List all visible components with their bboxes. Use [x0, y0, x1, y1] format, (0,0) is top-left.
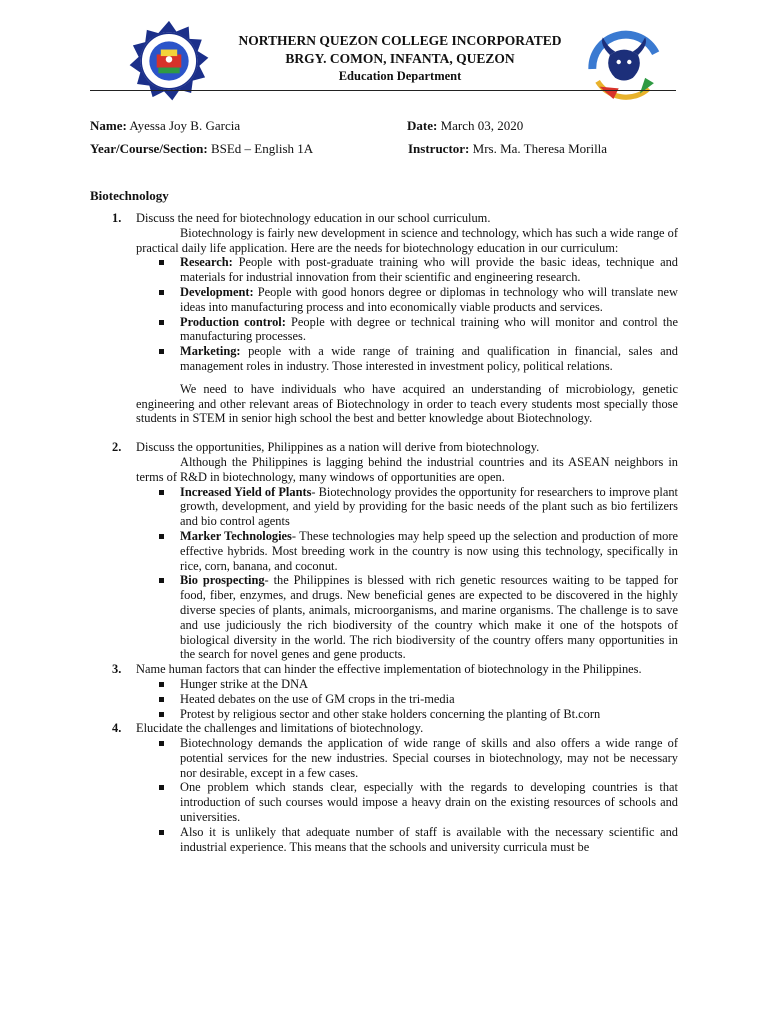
bullet-term: Research:	[180, 255, 233, 270]
bullet-term: Bio prospecting	[180, 573, 265, 588]
question-text: Elucidate the challenges and limitations of biotechnology.	[136, 721, 424, 736]
department-name: Education Department	[338, 69, 462, 83]
instructor	[408, 141, 607, 157]
section-title: Biotechnology	[90, 188, 169, 203]
student-name	[90, 118, 240, 134]
bullet-text: - Biotechnology provides the opportunity for researchers to improve plant growth, development, and yield by providing for the basic needs of the plant such as bio fertilizers and bio control agents	[180, 484, 678, 529]
list-item	[136, 692, 678, 707]
bullet-square-icon	[159, 320, 164, 325]
date-label: Date:	[407, 118, 438, 133]
college-name: NORTHERN QUEZON COLLEGE INCORPORATED	[238, 33, 562, 48]
document-body	[90, 211, 678, 854]
name-value: Ayessa Joy B. Garcia	[129, 118, 241, 133]
list-item	[136, 780, 678, 824]
bullet-square-icon	[159, 349, 164, 354]
list-item	[136, 825, 678, 855]
bullet-text: - These technologies may help speed up the selection and production of more effective hybrids. Most breeding work in the country is now using this technology, specifically in rice, corn, banana, and coconut.	[180, 528, 678, 573]
question-4	[90, 721, 678, 854]
course-label: Year/Course/Section:	[90, 141, 208, 156]
bullet-square-icon	[159, 830, 164, 835]
bullet-text: Hunger strike at the DNA	[180, 676, 309, 691]
course-value: BSEd – English 1A	[210, 141, 314, 156]
bullet-square-icon	[159, 712, 164, 717]
bullet-text: Heated debates on the use of GM crops in the tri-media	[180, 691, 455, 706]
list-item	[136, 573, 678, 662]
bullet-list	[136, 485, 678, 663]
list-item	[136, 736, 678, 780]
question-3	[90, 662, 678, 721]
bullet-text: Protest by religious sector and other stake holders concerning the planting of Bt.corn	[180, 706, 601, 721]
bullet-square-icon	[159, 260, 164, 265]
question-text: Discuss the need for biotechnology education in our school curriculum.	[136, 211, 491, 225]
bullet-square-icon	[159, 741, 164, 746]
bullet-square-icon	[159, 490, 164, 495]
date-value: March 03, 2020	[440, 118, 524, 133]
question-number: 2.	[112, 440, 122, 455]
list-item	[136, 255, 678, 285]
bullet-square-icon	[159, 785, 164, 790]
question-text: Name human factors that can hinder the effective implementation of biotechnology in the Philippines.	[136, 662, 642, 677]
question-closing: We need to have individuals who have acquired an understanding of microbiology, genetic engineering and other relevant areas of Biotechnology in order to teach every students most specially those students in STEM in senior high school the best and better knowledge about Biotechnology.	[136, 381, 678, 426]
bullet-square-icon	[159, 697, 164, 702]
bullet-text: Also it is unlikely that adequate number of staff is available with the necessary scientific and industrial experience. This means that the schools and university curricula must be	[180, 824, 678, 854]
question-text: Discuss the opportunities, Philippines as a nation will derive from biotechnology.	[136, 440, 540, 455]
bullet-term: Production control:	[180, 314, 286, 329]
list-item	[136, 707, 678, 722]
bullet-list	[136, 255, 678, 373]
bullet-list	[136, 736, 678, 854]
bullet-text: people with a wide range of training and qualification in financial, sales and management roles in industry. Those interested in investment policy, political relations.	[180, 344, 678, 373]
submission-date	[407, 118, 523, 134]
bullet-square-icon	[159, 682, 164, 687]
list-item	[136, 529, 678, 573]
question-intro: Biotechnology is fairly new development in science and technology, which has such a wide range of practical daily life application. Here are the needs for biotechnology education in our curriculum:	[136, 225, 678, 255]
bullet-text: People with degree or technical training who will monitor and control the manufacturing processes.	[180, 314, 679, 344]
bullet-text: One problem which stands clear, especially with the regards to developing countries is that introduction of such courses would impose a heavy drain on the existing resources of schools and universities.	[180, 780, 678, 825]
question-number: 1.	[112, 211, 122, 225]
bullet-square-icon	[159, 534, 164, 539]
bullet-term: Increased Yield of Plants	[180, 484, 312, 499]
bullet-list	[136, 677, 678, 721]
year-course-section	[90, 141, 313, 157]
question-number: 4.	[112, 721, 122, 736]
bullet-text: People with good honors degree or diplomas in technology who will translate new ideas into manufacturing process and into economically viable products and services.	[180, 284, 678, 314]
question-2	[90, 440, 678, 662]
question-number: 3.	[112, 662, 122, 677]
question-1	[90, 211, 678, 426]
list-item	[136, 485, 678, 529]
header-divider	[90, 90, 676, 91]
bullet-term: Development:	[180, 284, 254, 299]
list-item	[136, 677, 678, 692]
instructor-value: Mrs. Ma. Theresa Morilla	[472, 141, 608, 156]
bullet-text: Biotechnology demands the application of wide range of skills and also offers a wide range of potential services for the new industries. Special courses in biotechnology, may not be necessary nor desirable, except in a few cases.	[180, 736, 678, 780]
bullet-term: Marketing:	[180, 344, 241, 359]
bullet-square-icon	[159, 578, 164, 583]
name-label: Name:	[90, 118, 127, 133]
list-item	[136, 344, 678, 374]
list-item	[136, 285, 678, 315]
instructor-label: Instructor:	[408, 141, 470, 156]
bullet-text: - the Philippines is blessed with rich genetic resources waiting to be tapped for food, fiber, enzymes, and drugs. New beneficial genes are expected to be discovered in the highly diverse species of plants, animals, microorganisms, and marine organisms. The challenge is to save and use judiciously the rich biodiversity of the country which make it one of the hotspots of biological diversity in the world. The rich biodiversity of the country offers many opportunities in the search for novel genes and gene products.	[180, 573, 678, 662]
question-intro: Although the Philippines is lagging behind the industrial countries and its ASEAN neighbors in terms of R&D in biotechnology, many windows of opportunities are open.	[136, 454, 678, 484]
bullet-text: People with post-graduate training who will provide the basic ideas, technique and materials for industrial innovation from their scientific and engineering research.	[180, 255, 678, 285]
bullet-term: Marker Technologies	[180, 528, 292, 543]
bullet-square-icon	[159, 290, 164, 295]
college-address: BRGY. COMON, INFANTA, QUEZON	[285, 51, 515, 66]
list-item	[136, 315, 678, 345]
